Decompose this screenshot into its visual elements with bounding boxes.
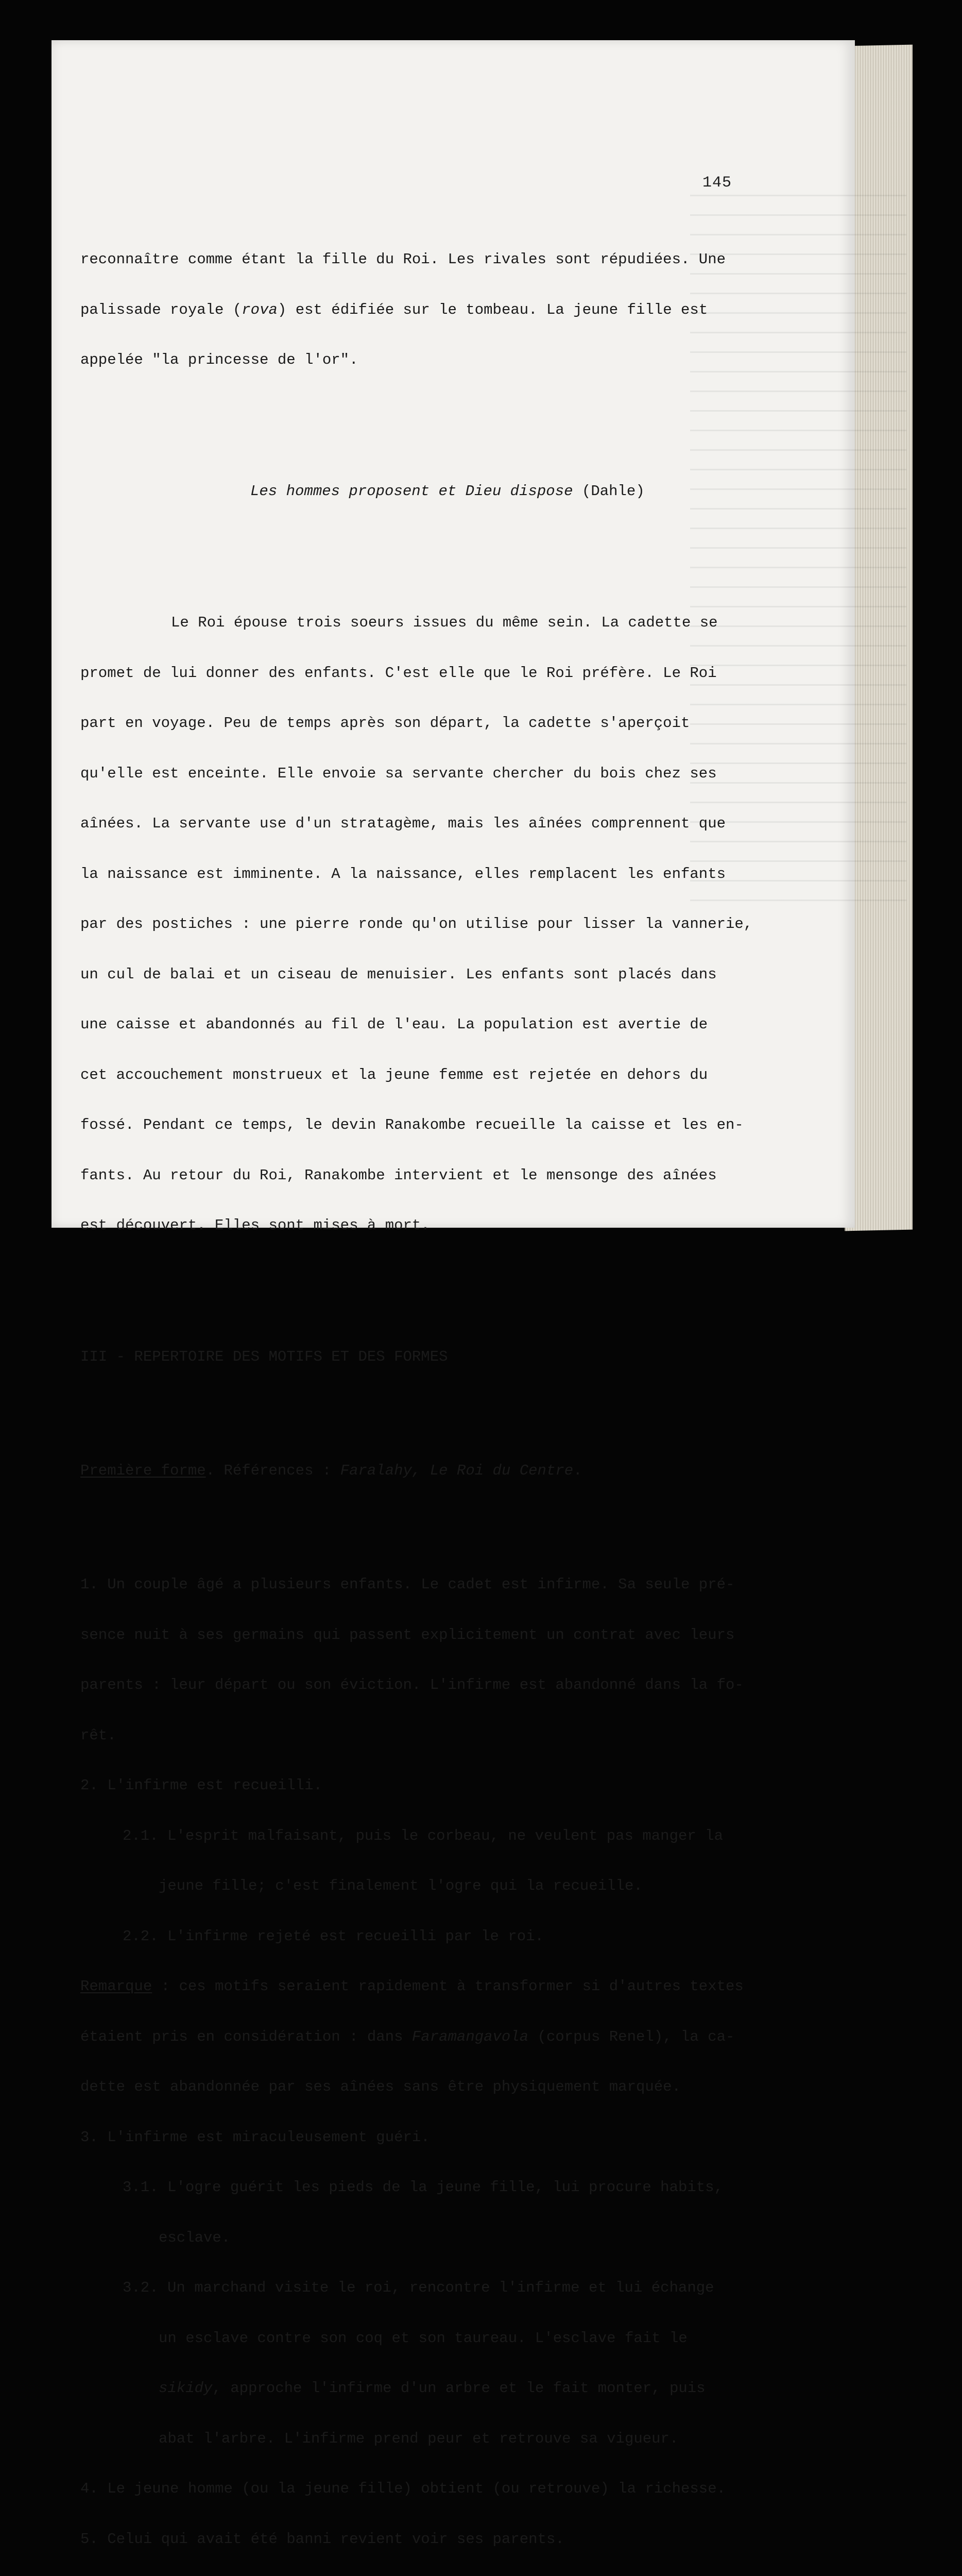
motif-line: jeune fille; c'est finalement l'ogre qui la recueille. [159, 1877, 643, 1894]
tale-line: est découvert. Elles sont mises à mort. [80, 1217, 430, 1234]
tale-line: fossé. Pendant ce temps, le devin Ranakombe recueille la caisse et les en- [80, 1116, 744, 1133]
motif-line: 3.1. L'ogre guérit les pieds de la jeune fille, lui procure habits, [123, 2179, 723, 2196]
tale-line: Le Roi épouse trois soeurs issues du même sein. La cadette se [171, 614, 718, 631]
intro-line: appelée "la princesse de l'or". [80, 351, 358, 368]
tale-line: cet accouchement monstrueux et la jeune femme est rejetée en dehors du [80, 1066, 708, 1083]
tale-line: part en voyage. Peu de temps après son départ, la cadette s'aperçoit [80, 715, 690, 732]
remark-line: étaient pris en considération : dans Faramangavola (corpus Renel), la ca- [80, 2028, 735, 2045]
tale-line: un cul de balai et un ciseau de menuisier. Les enfants sont placés dans [80, 965, 717, 983]
motif-line: un esclave contre son coq et son taureau. L'esclave fait le [159, 2329, 688, 2347]
intro-line: palissade royale (rova) est édifiée sur le tombeau. La jeune fille est [80, 301, 708, 318]
tale-line: promet de lui donner des enfants. C'est elle que le Roi préfère. Le Roi [80, 664, 717, 682]
motif-line: 2.2. L'infirme rejeté est recueilli par le roi. [123, 1927, 544, 1945]
motif-line: rêt. [80, 1726, 116, 1744]
tale-line: aînées. La servante use d'un stratagème, mais les aînées comprennent que [80, 815, 726, 832]
tale-title: Les hommes proposent et Dieu dispose (Dahle) [250, 483, 645, 500]
tale-line: fants. Au retour du Roi, Ranakombe intervient et le mensonge des aînées [80, 1166, 717, 1184]
motif-line: 2. L'infirme est recueilli. [80, 1777, 322, 1794]
remark-line: Remarque : ces motifs seraient rapidement à transformer si d'autres textes [80, 1978, 744, 1995]
motif-line: 2.1. L'esprit malfaisant, puis le corbeau, ne veulent pas manger la [123, 1827, 723, 1844]
page-body [80, 218, 765, 2576]
motif-line: 4. Le jeune homme (ou la jeune fille) obtient (ou retrouve) la richesse. [80, 2480, 726, 2497]
motif-line: esclave. [159, 2229, 231, 2246]
page-number: 145 [702, 174, 732, 192]
motif-line: abat l'arbre. L'infirme prend peur et retrouve sa vigueur. [159, 2430, 679, 2447]
section-heading: III - REPERTOIRE DES MOTIFS ET DES FORMES [80, 1348, 448, 1365]
intro-line: reconnaître comme étant la fille du Roi. Les rivales sont répudiées. Une [80, 251, 726, 268]
motif-line: 5. Celui qui avait été banni revient voir ses parents. [80, 2530, 564, 2548]
tale-line: qu'elle est enceinte. Elle envoie sa servante chercher du bois chez ses [80, 765, 717, 782]
motif-line: sikidy, approche l'infirme d'un arbre et le fait monter, puis [159, 2380, 706, 2397]
motif-line: parents : leur départ ou son éviction. L'infirme est abandonné dans la fo- [80, 1676, 744, 1693]
tale-line: la naissance est imminente. A la naissance, elles remplacent les enfants [80, 865, 726, 883]
motif-line: 1. Un couple âgé a plusieurs enfants. Le cadet est infirme. Sa seule pré- [80, 1576, 735, 1593]
motif-line: 3.2. Un marchand visite le roi, rencontre l'infirme et lui échange [123, 2279, 714, 2296]
remark-line: dette est abandonnée par ses aînées sans être physiquement marquée. [80, 2078, 681, 2095]
motif-line: 3. L'infirme est miraculeusement guéri. [80, 2128, 430, 2146]
motif-line: sence nuit à ses germains qui passent explicitement un contrat avec leurs [80, 1626, 735, 1643]
first-form-references: Première forme. Références : Faralahy, Le Roi du Centre. [80, 1462, 582, 1479]
tale-line: par des postiches : une pierre ronde qu'on utilise pour lisser la vannerie, [80, 916, 753, 933]
tale-line: une caisse et abandonnés au fil de l'eau. La population est avertie de [80, 1016, 708, 1033]
